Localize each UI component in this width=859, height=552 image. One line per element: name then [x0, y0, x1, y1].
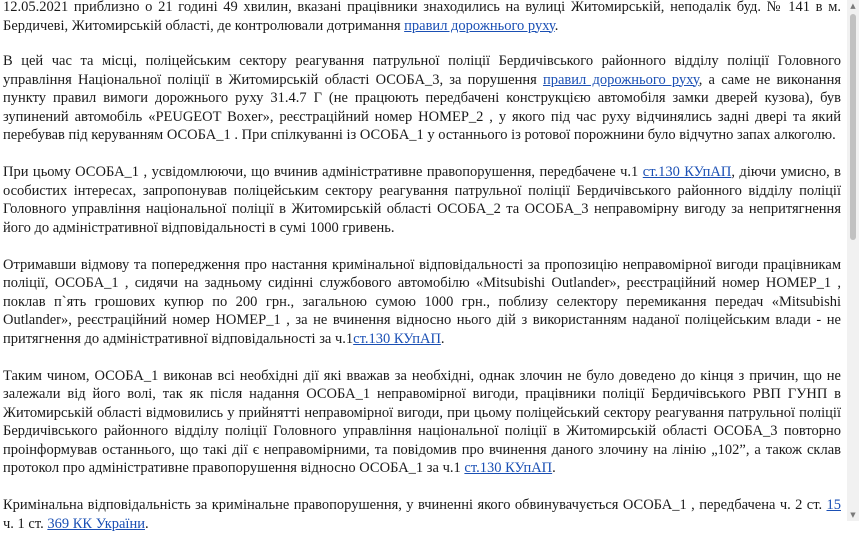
paragraph-2 — [3, 52, 841, 145]
text: , а саме не виконання пункту правил вимоги дорожнього руху 31.4.7 Г (не працюють передбачені конструкцією автомобіля замки дверей кузова), був зупинений автомобіль «PEUGEOT Boxer», реєстраційний номер НОМЕР_2 , у якого під час руху відчинялись задні двері та який перебував під керуванням ОСОБА_1 . При спілкуванні із ОСОБА_1 у останнього із ротової порожнини було відчутно запах алкоголю. — [3, 71, 841, 143]
text: Отримавши відмову та попередження про настання кримінальної відповідальності за пропозицію неправомірної вигоди працівникам поліції, ОСОБА_1 , сидячи на задньому сидінні службового автомобілю «Mitsubishi Outlander», реєстраційний номер НОМЕР_1 , поклав п`ять грошових купюр по 200 грн., загальною сумою 1000 грн., поблизу селектору перемикання передач «Mitsubishi Outlander», реєстраційний номер НОМЕР_1 , за не вчинення відносно нього дій з використанням наданої поліцейським влади - не притягнення до адміністративної відповідальності за ч.1 — [3, 256, 841, 347]
paragraph-6 — [3, 496, 841, 533]
paragraph-3 — [3, 163, 841, 237]
link-art-369-kk[interactable]: 369 КК України — [47, 515, 145, 532]
text: Таким чином, ОСОБА_1 виконав всі необхідні дії які вважав за необхідні, однак злочин не було доведено до кінця з причин, що не залежали від його волі, так як після надання ОСОБА_1 неправомірної вигоди, працівники поліції Бердичівського РВП ГУНП в Житомирській області відмовились у прийнятті неправомірної вигоди, при цьому поліцейський сектору реагування патрульної поліції Бердичівського районного відділу поліції Головного управління національної поліції в Житомирській області ОСОБА_3 повторно проінформував останнього, що такі дії є неправомірними, та повідомив про вчинення даного злочину на лінію „102”, а також склав протокол про адміністративне правопорушення відносно ОСОБА_1 за ч.1 — [3, 367, 841, 476]
scrollbar-thumb[interactable] — [850, 14, 856, 240]
text: . — [554, 17, 559, 34]
vertical-scrollbar[interactable] — [847, 0, 859, 521]
link-traffic-rules[interactable]: правил дорожнього руху — [404, 17, 555, 34]
text: Кримінальна відповідальність за кримінальне правопорушення, у вчиненні якого обвинувачується ОСОБА_1 , передбачена ч. 2 ст. — [3, 497, 827, 513]
text: , діючи умисно, в особистих інтересах, запропонував поліцейським сектору реагування патрульної поліції Бердичівського районного відділу поліції Головного управління національної поліції в Житомирській області ОСОБА_2 та ОСОБА_3 неправомірну вигоду за непритягнення його до адміністративної відповідальності в сумі 1000 гривень. — [3, 164, 841, 236]
link-art-130-kupap[interactable]: ст.130 КУпАП — [353, 330, 441, 347]
link-art-130-kupap[interactable]: ст.130 КУпАП — [642, 164, 732, 180]
document-body — [3, 0, 841, 552]
scroll-up-arrow-icon[interactable]: ▲ — [850, 2, 856, 10]
text: . — [144, 515, 149, 532]
text: . — [552, 460, 556, 476]
text: В цей час та місці, поліцейським сектору реагування патрульної поліції Бердичівського районного відділу поліції Головного управління Національної поліції в Житомирській області ОСОБА_3, за порушення — [3, 53, 841, 88]
text: При цьому ОСОБА_1 , усвідомлюючи, що вчинив адміністративне правопорушення, передбачене ч.1 — [3, 164, 643, 180]
paragraph-4 — [3, 256, 841, 349]
paragraph-5 — [3, 367, 841, 478]
link-art-15[interactable]: 15 — [826, 497, 841, 513]
text: . — [440, 330, 445, 347]
text: 12.05.2021 приблизно о 21 годині 49 хвилин, вказані працівники знаходились на вулиці Житомирській, неподалік буд. № 141 в м. Бердичеві, Житомирській області, де контролювали дотримання — [3, 0, 841, 34]
scroll-down-arrow-icon[interactable]: ▼ — [850, 511, 856, 519]
link-traffic-rules[interactable]: правил дорожнього руху — [542, 71, 699, 88]
paragraph-1 — [3, 0, 841, 35]
link-art-130-kupap[interactable]: ст.130 КУпАП — [464, 460, 553, 476]
text: ч. 1 ст. — [3, 515, 48, 532]
